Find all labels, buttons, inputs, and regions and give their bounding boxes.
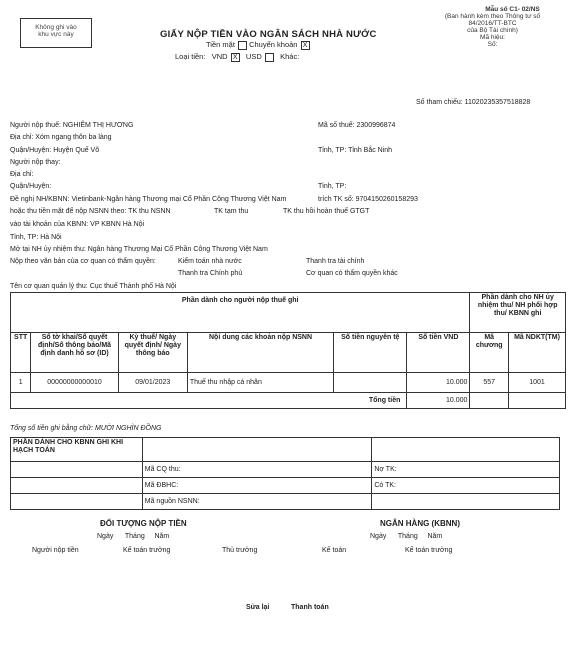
edit-button[interactable]: Sửa lại [246, 604, 270, 611]
refund-account-option: TK thu hồi hoàn thuế GTGT [283, 208, 370, 215]
row-chapter: 557 [470, 373, 509, 393]
bank-signature-title: NGÂN HÀNG (KBNN) [380, 519, 460, 528]
kbnn-table [10, 437, 560, 510]
form-code-line4: của Bộ Tài chính) [467, 27, 518, 34]
tax-office: Tên cơ quan quản lý thu: Cục thuế Thành phố Hà Nội [10, 283, 177, 290]
row-period: 09/01/2023 [118, 373, 187, 393]
bank-section-header: Phần dành cho NH ủy nhiệm thu/ NH phối hợp thu/ KBNN ghi [470, 293, 566, 333]
kbnn-dbhc: Mã ĐBHC: [142, 478, 372, 494]
service-bank: Mở tại NH ủy nhiệm thu: Ngân hàng Thương Mại Cổ Phần Công Thương Việt Nam [10, 246, 268, 253]
col-stt: STT [11, 333, 31, 373]
total-label: Tổng tiền [11, 393, 407, 409]
kbnn-cq-thu: Mã CQ thu: [142, 462, 372, 478]
taxpayer-district: Quận/Huyện: Huyện Quế Võ [10, 147, 100, 154]
pay-button[interactable]: Thanh toán [291, 604, 329, 611]
authority-label: Nộp theo văn bản của cơ quan có thẩm quyền: [10, 258, 156, 265]
vnd-label: VND [211, 52, 228, 61]
row-foreign-amount [334, 373, 407, 393]
table-row [11, 373, 566, 393]
payer-on-behalf: Người nộp thay: [10, 159, 61, 166]
sig-head: Thủ trưởng [222, 547, 258, 554]
taxpayer-name: Người nộp thuế: NGHIÊM THỊ HƯƠNG [10, 122, 134, 129]
authority-other: Cơ quan có thẩm quyền khác [306, 270, 398, 277]
payer-address: Địa chỉ: [10, 171, 34, 178]
kbnn-no-tk: Nợ TK: [372, 462, 560, 478]
tax-code: Mã số thuế: 2300996874 [318, 122, 396, 129]
cash-label: Tiền mặt [206, 40, 235, 49]
form-code [420, 6, 565, 48]
usd-checkbox[interactable] [265, 53, 274, 62]
sig-accountant: Kế toán [322, 547, 347, 554]
kbnn-province: Tỉnh, TP: Hà Nội [10, 234, 62, 241]
sig-chief-accountant-right: Kế toán trưởng [405, 547, 453, 554]
kbnn-empty-5 [11, 494, 143, 510]
total-value: 10.000 [407, 393, 470, 409]
payer-date: Ngày Tháng Năm [97, 533, 170, 540]
transfer-label: Chuyển khoản [249, 40, 298, 49]
kbnn-empty-2 [372, 438, 560, 462]
col-foreign-amount: Số tiền nguyên tệ [334, 333, 407, 373]
sig-payer: Người nộp tiền [32, 547, 79, 554]
currency-row [175, 52, 299, 62]
currency-label: Loại tiền: [175, 52, 206, 61]
usd-label: USD [245, 52, 262, 61]
other-currency-label: Khác: [280, 52, 300, 61]
form-code-line3: 84/2016/TT-BTC [468, 20, 517, 27]
form-code-line6: Số: [487, 41, 498, 48]
vnd-checkbox[interactable]: X [231, 53, 240, 62]
payer-province: Tỉnh, TP: [318, 183, 347, 190]
row-stt: 1 [11, 373, 31, 393]
total-ndkt-empty [509, 393, 566, 409]
bank-date: Ngày Tháng Năm [370, 533, 443, 540]
kbnn-empty-1 [142, 438, 372, 462]
stamp-box-text: Không ghi vào khu vực này [35, 24, 77, 38]
bank-request: Đề nghị NH/KBNN: Vietinbank-Ngân hàng Thương mại Cổ Phần Công Thương Việt Nam [10, 196, 287, 203]
amount-in-words: Tổng số tiền ghi bằng chữ: MƯỜI NGHÌN ĐỒNG [10, 425, 162, 432]
authority-finance-inspection: Thanh tra tài chính [306, 258, 365, 265]
form-code-line5: Mã hiệu: [480, 34, 505, 41]
payment-mode [206, 40, 310, 50]
col-ndkt: Mã NDKT(TM) [509, 333, 566, 373]
page-title: GIẤY NỘP TIỀN VÀO NGÂN SÁCH NHÀ NƯỚC [160, 29, 377, 40]
col-content: Nội dung các khoản nộp NSNN [187, 333, 333, 373]
kbnn-empty-6 [372, 494, 560, 510]
kbnn-account: vào tài khoản của KBNN: VP KBNN Hà Nội [10, 221, 145, 228]
taxpayer-address: Địa chỉ: Xóm ngang thôn ba làng [10, 134, 112, 141]
payer-signature-title: ĐỐI TƯỢNG NỘP TIỀN [100, 519, 187, 528]
total-chapter-empty [470, 393, 509, 409]
reference-number: Số tham chiếu: 11020235357518828 [416, 99, 531, 106]
row-content: Thuế thu nhập cá nhân [187, 373, 333, 393]
transfer-checkbox[interactable]: X [301, 41, 310, 50]
col-period: Kỳ thuế/ Ngày quyết định/ Ngày thông báo [118, 333, 187, 373]
col-chapter: Mã chương [470, 333, 509, 373]
cash-checkbox[interactable] [238, 41, 247, 50]
sig-chief-accountant-left: Kế toán trưởng [123, 547, 171, 554]
authority-gov-inspection: Thanh tra Chính phủ [178, 270, 243, 277]
col-vnd-amount: Số tiền VND [407, 333, 470, 373]
kbnn-empty-3 [11, 462, 143, 478]
kbnn-empty-4 [11, 478, 143, 494]
payer-section-header: Phần dành cho người nộp thuế ghi [11, 293, 470, 333]
taxpayer-province: Tỉnh, TP: Tỉnh Bắc Ninh [318, 147, 393, 154]
kbnn-nguon: Mã nguồn NSNN: [142, 494, 372, 510]
kbnn-co-tk: Có TK: [372, 478, 560, 494]
form-code-number: Mẫu số C1- 02/NS [485, 6, 540, 13]
kbnn-section-header: PHẦN DÀNH CHO KBNN GHI KHI HẠCH TOÁN [11, 438, 143, 462]
row-ndkt: 1001 [509, 373, 566, 393]
form-code-line2: (Ban hành kèm theo Thông tư số [444, 13, 541, 20]
authority-audit: Kiểm toán nhà nước [178, 258, 242, 265]
temp-account-option: TK tạm thu [214, 208, 249, 215]
debit-account: trích TK số: 9704150260158293 [318, 196, 418, 203]
row-declaration: 00000000000010 [31, 373, 118, 393]
payer-district: Quận/Huyện: [10, 183, 52, 190]
row-vnd-amount: 10.000 [407, 373, 470, 393]
col-declaration: Số tờ khai/Số quyết định/Số thông báo/Mã định danh hồ sơ (ID) [31, 333, 118, 373]
stamp-box [20, 18, 92, 48]
cash-option: hoặc thu tiền mặt để nộp NSNN theo: TK thu NSNN [10, 208, 171, 215]
payment-table [10, 292, 566, 409]
